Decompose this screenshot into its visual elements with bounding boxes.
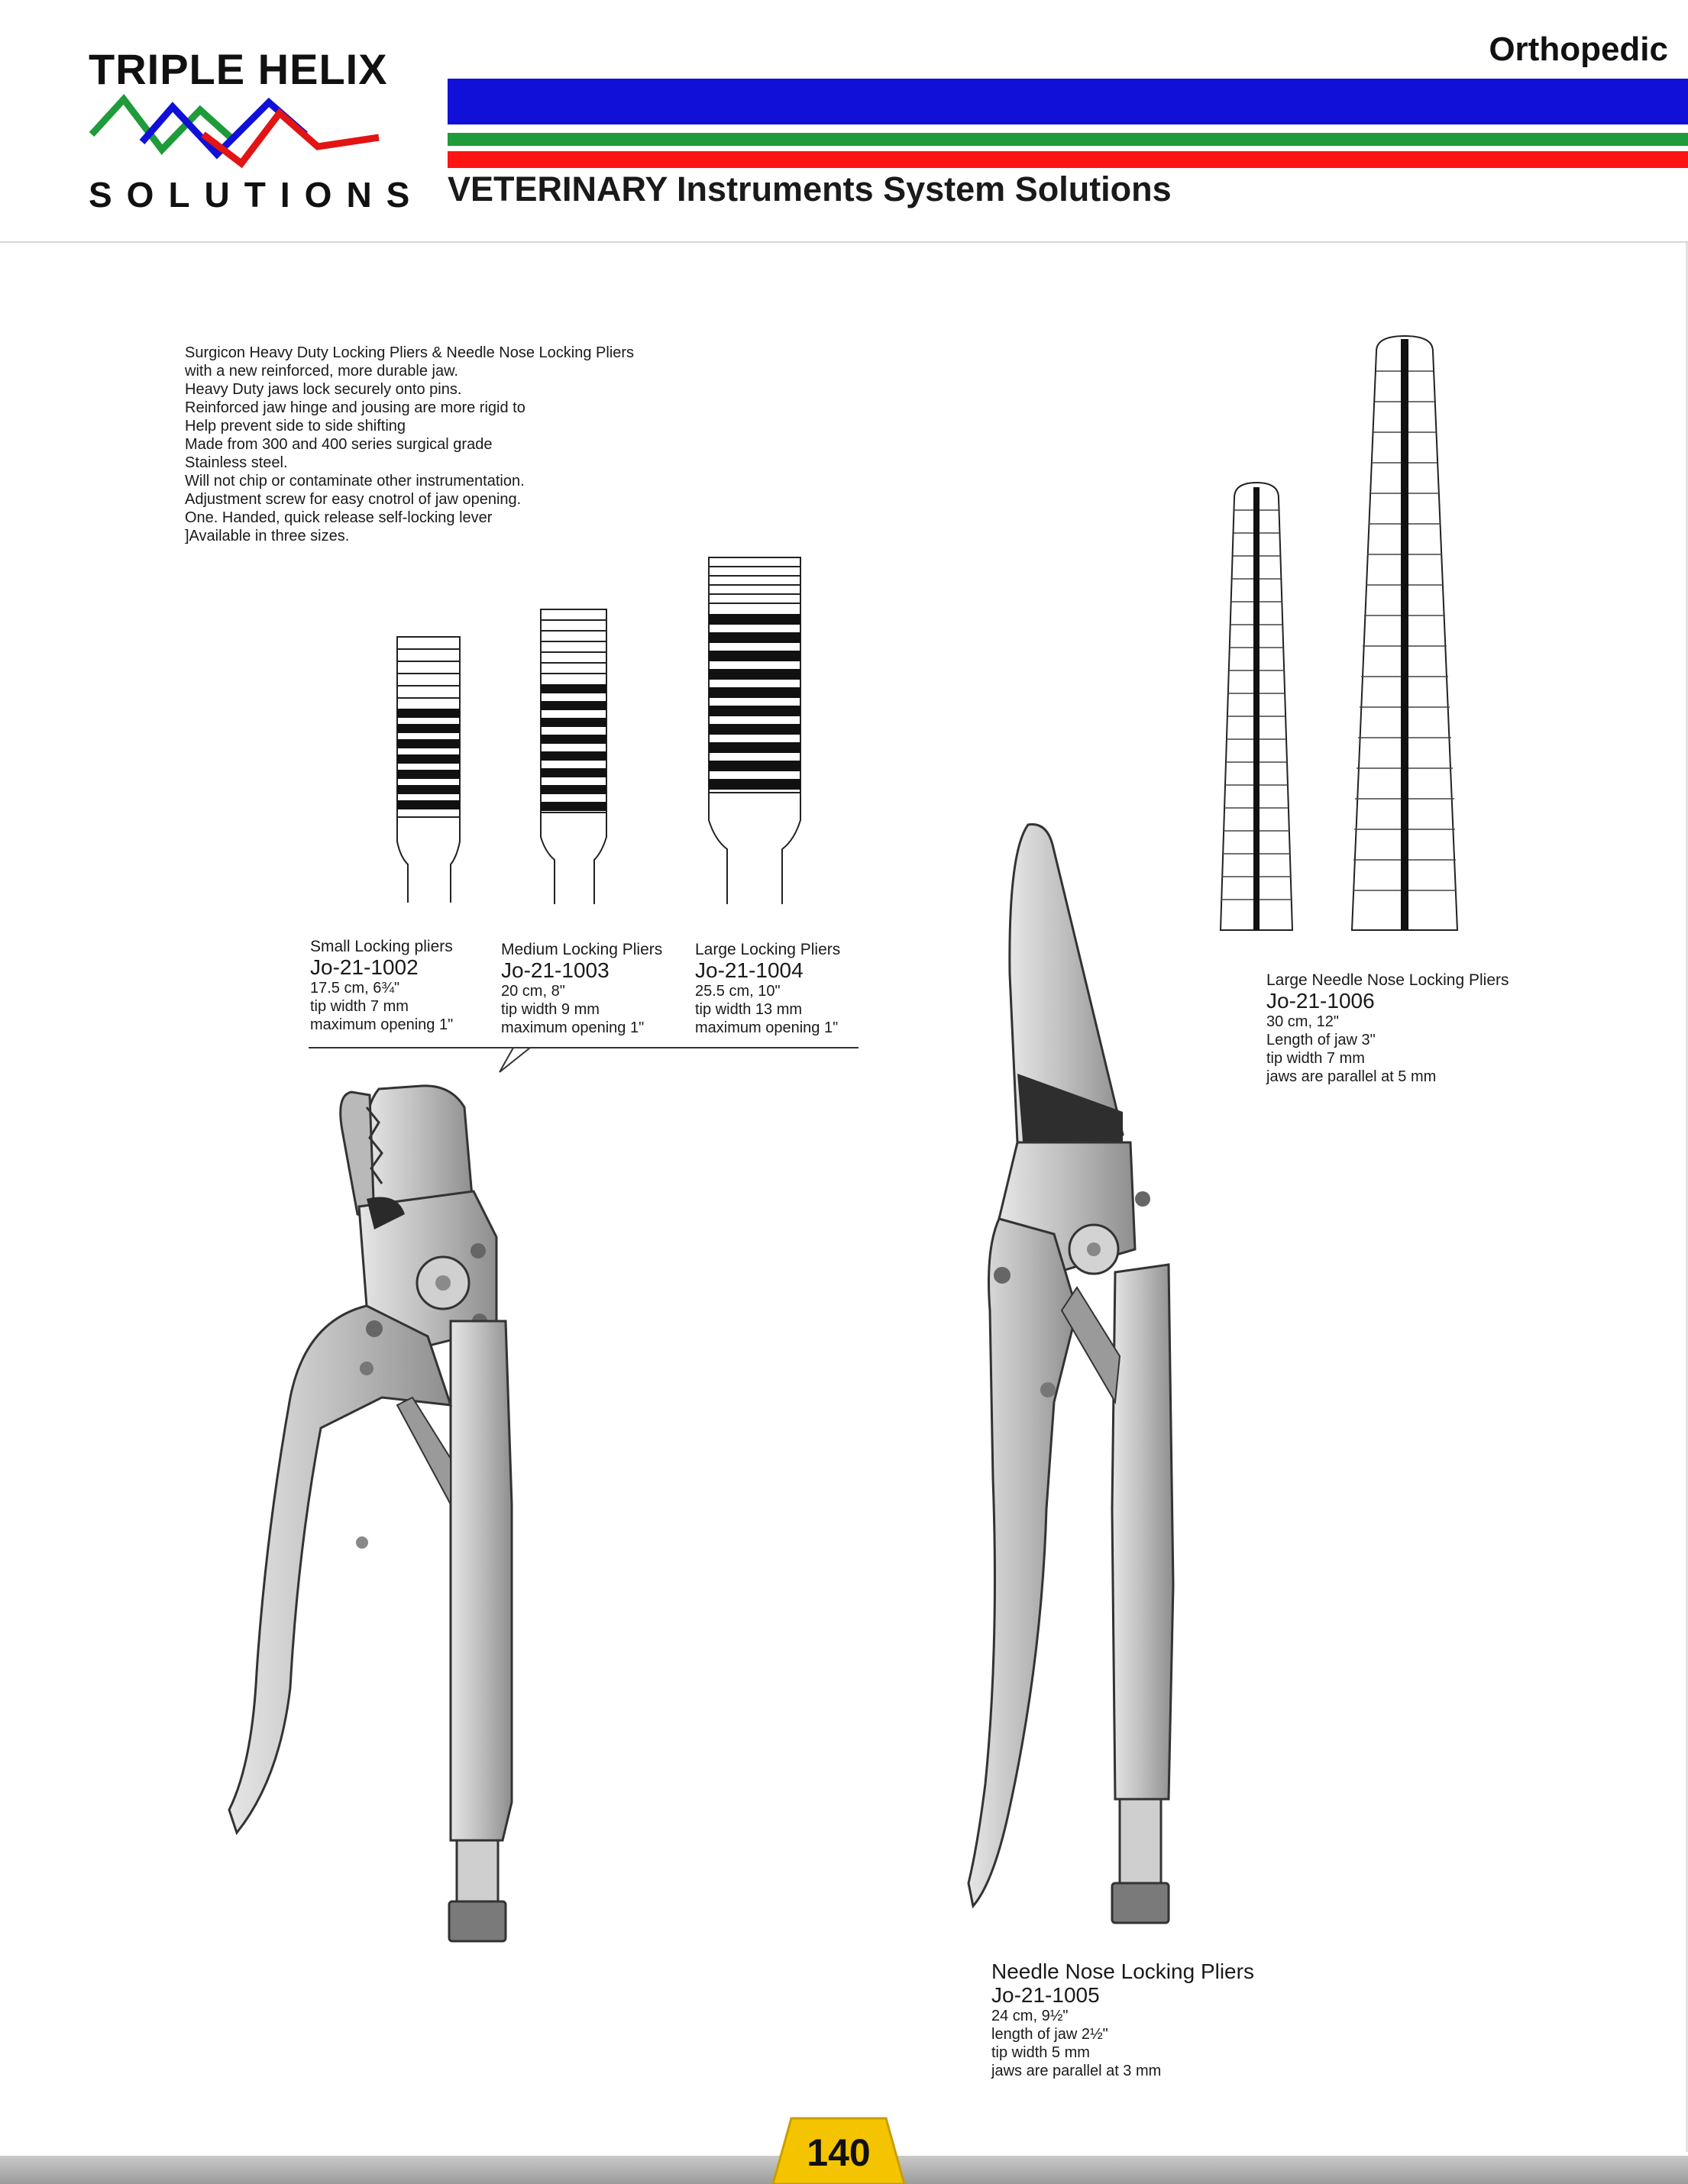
product-spec: jaws are parallel at 5 mm [1266,1068,1437,1085]
product-code: Jo-21-1005 [991,1983,1100,2007]
header-band-red [448,151,1688,168]
locking-pliers-illustration [222,1077,588,1947]
product-large-locking-pliers [695,941,840,1037]
product-code: Jo-21-1002 [310,955,419,979]
product-spec: 20 cm, 8" [501,983,565,1000]
product-spec: tip width 5 mm [991,2044,1090,2061]
brand-subtitle: SOLUTIONS [89,175,425,215]
intro-line: Surgicon Heavy Duty Locking Pliers & Needle Nose Locking Pliers [185,344,635,361]
needle-jaw-tip-large-illustration [1350,333,1459,938]
intro-line: Reinforced jaw hinge and jousing are more rigid to [185,399,525,416]
product-spec: length of jaw 2½" [991,2026,1108,2043]
product-spec: maximum opening 1" [501,1019,645,1036]
header-band-blue [448,79,1688,124]
product-spec: tip width 7 mm [310,998,409,1015]
product-name: Large Needle Nose Locking Pliers [1266,971,1509,989]
product-spec: Length of jaw 3" [1266,1032,1376,1048]
product-name: Large Locking Pliers [695,941,841,958]
product-spec: 25.5 cm, 10" [695,983,781,1000]
product-spec: 30 cm, 12" [1266,1013,1339,1030]
product-code: Jo-21-1003 [501,958,610,982]
product-spec: maximum opening 1" [695,1019,839,1036]
header-divider [0,241,1688,243]
intro-line: Help prevent side to side shifting [185,418,406,435]
product-code: Jo-21-1004 [695,958,804,982]
product-medium-locking-pliers [501,941,662,1037]
product-spec: 24 cm, 9½" [991,2008,1069,2024]
product-name: Needle Nose Locking Pliers [991,1959,1254,1983]
helix-logo-icon [89,90,386,174]
product-spec: tip width 9 mm [501,1001,600,1018]
intro-line: ]Available in three sizes. [185,528,350,544]
intro-line: One. Handed, quick release self-locking lever [185,509,493,526]
small-jaw-tip-illustration [394,635,464,910]
product-small-locking-pliers [310,938,453,1034]
brand-name: TRIPLE HELIX [89,45,388,93]
product-spec: jaws are parallel at 3 mm [991,2063,1162,2079]
intro-line: with a new reinforced, more durable jaw. [185,363,458,380]
needle-nose-pliers-illustration [962,822,1237,1959]
large-jaw-tip-illustration [706,556,805,910]
category-label: Orthopedic [1489,31,1668,68]
page-subtitle: VETERINARY Instruments System Solutions [448,170,1172,208]
page-number: 140 [807,2131,871,2174]
callout-line [309,1045,859,1075]
product-spec: tip width 7 mm [1266,1050,1365,1067]
intro-line: Heavy Duty jaws lock securely onto pins. [185,381,462,398]
intro-description [185,344,735,545]
intro-line: Adjustment screw for easy cnotrol of jaw opening. [185,491,522,508]
header-band-green [448,133,1688,146]
product-code: Jo-21-1006 [1266,989,1375,1013]
intro-line: Made from 300 and 400 series surgical grade [185,436,493,453]
intro-line: Will not chip or contaminate other instrumentation. [185,473,525,489]
medium-jaw-tip-illustration [538,608,611,910]
product-spec: maximum opening 1" [310,1016,454,1033]
product-large-needle-nose-pliers [1266,971,1509,1086]
product-name: Small Locking pliers [310,938,453,955]
product-spec: tip width 13 mm [695,1001,803,1018]
product-name: Medium Locking Pliers [501,941,663,958]
intro-line: Stainless steel. [185,454,288,471]
product-spec: 17.5 cm, 6¾" [310,980,400,997]
product-needle-nose-pliers [991,1959,1254,2080]
